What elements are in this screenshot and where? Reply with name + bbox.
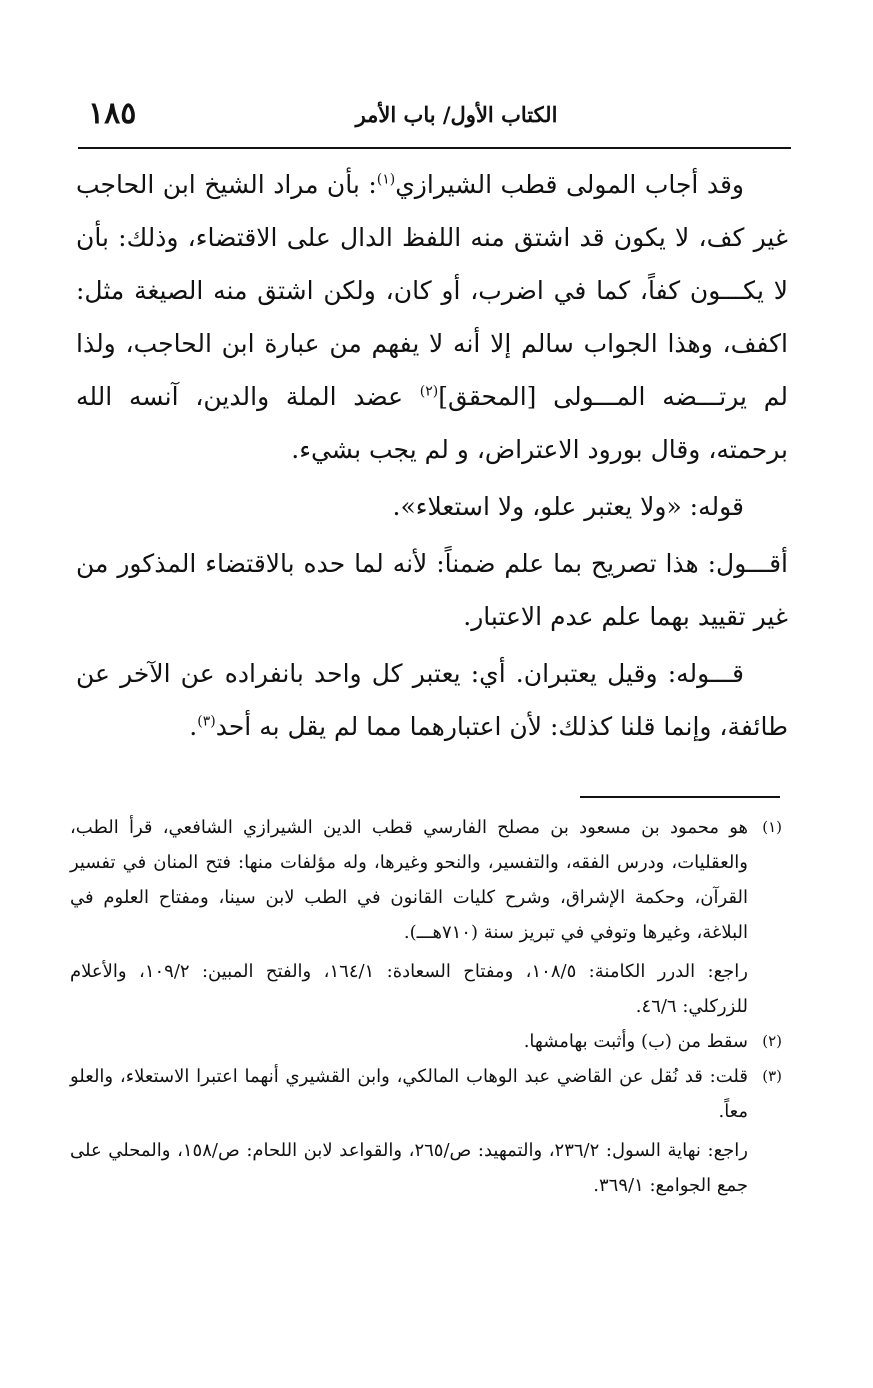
paragraph-end: . xyxy=(189,712,198,741)
footnote-divider xyxy=(580,796,780,798)
running-title: الكتاب الأول/ باب الأمر xyxy=(355,102,558,127)
footnote-reference: راجع: الدرر الكامنة: ١٠٨/٥، ومفتاح السعادة: ١٦٤/١، والفتح المبين: ١٠٩/٢، والأعلام للزركلي: ٤٦/٦. xyxy=(70,961,748,1017)
footnote-3 xyxy=(70,1059,782,1203)
footnote-ref-3: (٣) xyxy=(197,713,216,730)
footnote-number: (١) xyxy=(762,818,782,836)
footnote-1 xyxy=(70,810,782,1024)
paragraph-text: : بأن مراد الشيخ ابن الحاجب غير كف، لا يكون قد اشتق منه اللفظ الدال على الاقتضاء، وذلك: بأن لا يكـــون كفاً، كما في اضرب، أو كان، ولكن اشتق منه الصيغة مثل: اكفف، وهذا الجواب سالم إلا أنه لا يفهم من عبارة ابن الحاجب، ولذا لم يرتـــضه المـــولى [المحقق] xyxy=(76,170,788,411)
footnote-number: (٢) xyxy=(762,1032,782,1050)
footnote-reference: راجع: نهاية السول: ٢٣٦/٢، والتمهيد: ص/٢٦٥، والقواعد لابن اللحام: ص/١٥٨، والمحلي على جمع الجوامع: ٣٦٩/١. xyxy=(70,1140,748,1196)
paragraph-text: قـــوله: وقيل يعتبران. أي: يعتبر كل واحد بانفراده عن الآخر عن طائفة، وإنما قلنا كذلك: لأن اعتبارهما مما لم يقل به أحد xyxy=(76,659,788,741)
page-number: ١٨٥ xyxy=(88,96,137,131)
footnote-text: هو محمود بن مسعود بن مصلح الفارسي قطب الدين الشيرازي الشافعي، قرأ الطب، والعقليات، ودرس الفقه، والتفسير، والنحو وغيرها، وله مؤلفات منها: فتح المنان في تفسير القرآن، وحكمة الإشراق، وشرح كليات القانون في الطب لابن سينا، ومفتاح العلوم في البلاغة، وغيرها وتوفي في تبريز سنة (٧١٠هـــ). xyxy=(70,817,748,943)
paragraph-saying xyxy=(76,647,788,753)
paragraph-text: وقد أجاب المولى قطب الشيرازي xyxy=(395,170,744,199)
footnote-text: قلت: قد نُقل عن القاضي عبد الوهاب المالكي، وابن القشيري أنهما اعتبرا الاستعلاء، والعلو معاً. xyxy=(70,1066,748,1122)
footnote-number: (٣) xyxy=(762,1067,782,1085)
paragraph-text: عضد الملة والدين، آنسه الله برحمته، وقال بورود الاعتراض، و لم يجب بشيء. xyxy=(76,382,788,464)
footnote-ref-1: (١) xyxy=(376,171,396,188)
page-header xyxy=(80,96,793,146)
footnote-2 xyxy=(70,1024,782,1059)
footnote-ref-2: (٢) xyxy=(419,383,439,400)
paragraph-quote: قوله: «ولا يعتبر علو، ولا استعلاء». xyxy=(392,492,744,521)
footnote-text: سقط من (ب) وأثبت بهامشها. xyxy=(523,1031,748,1052)
paragraph-answer xyxy=(76,158,788,476)
header-divider xyxy=(78,147,791,149)
main-text xyxy=(76,158,788,753)
footnotes xyxy=(70,810,782,1203)
paragraph-commentary: أقـــول: هذا تصريح بما علم ضمناً: لأنه لما حده بالاقتضاء المذكور من غير تقييد بهما علم عدم الاعتبار. xyxy=(76,549,788,631)
